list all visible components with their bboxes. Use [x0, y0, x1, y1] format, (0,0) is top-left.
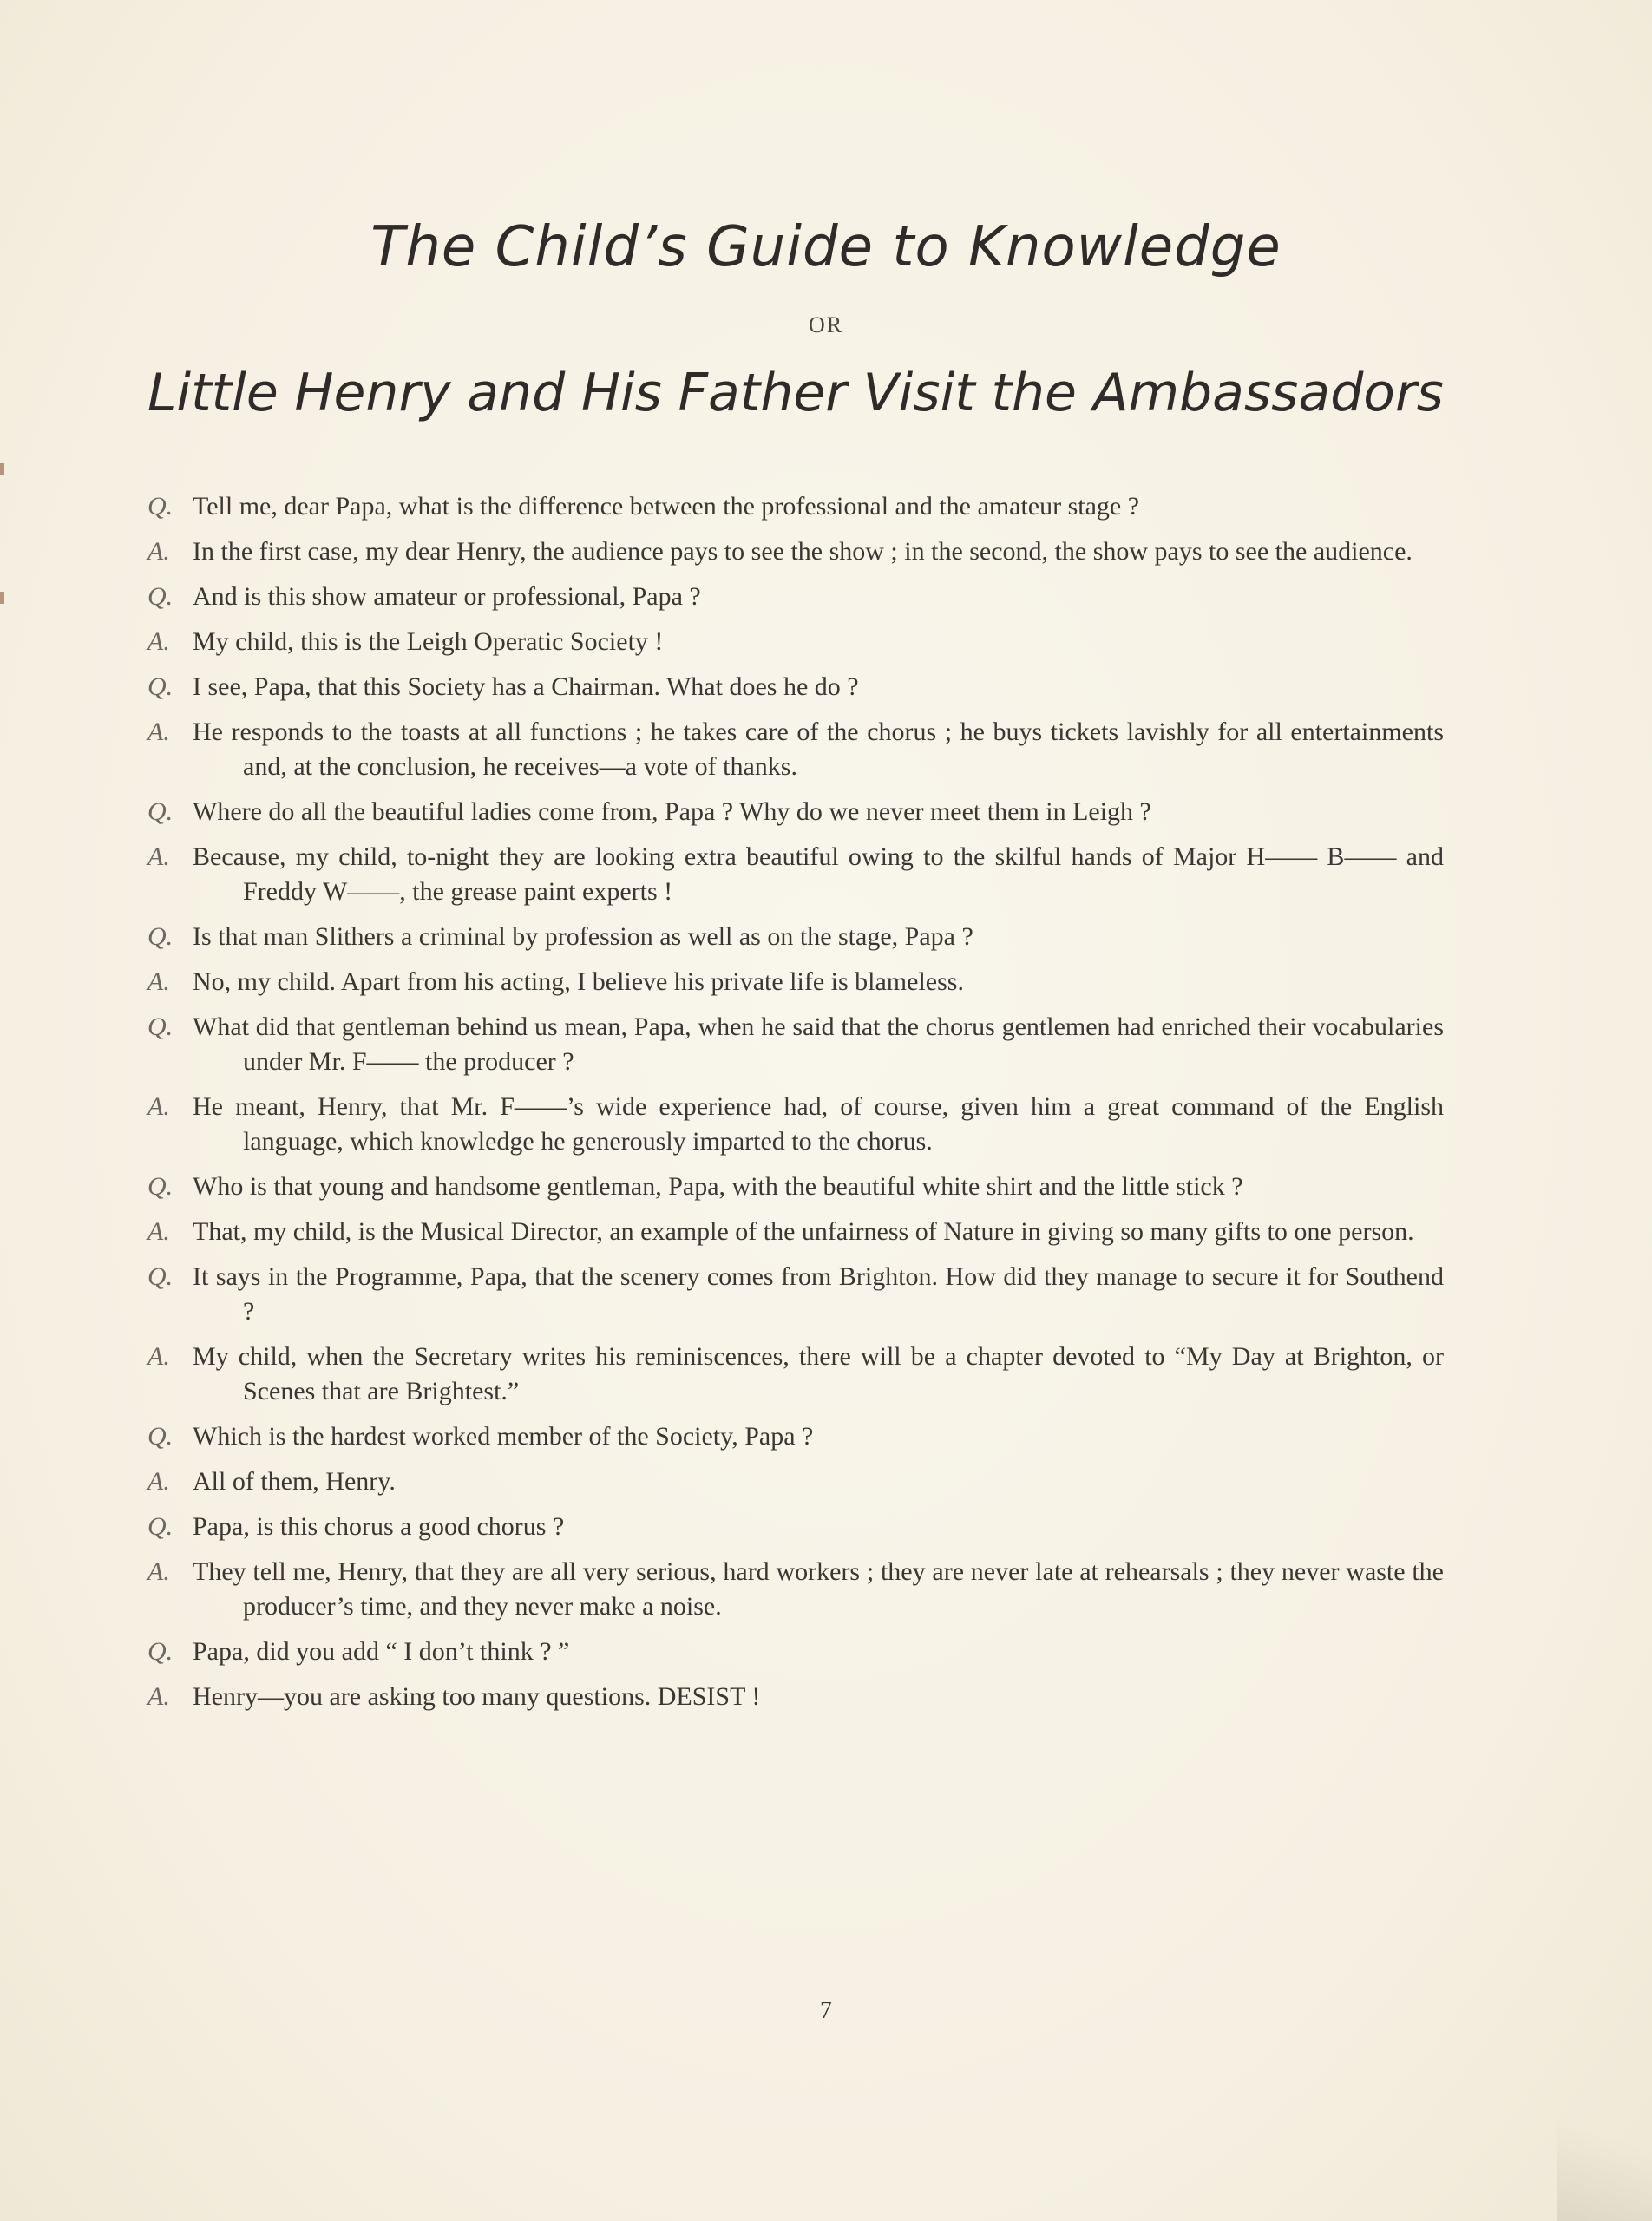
subtitle-word: Father	[678, 363, 847, 423]
qa-answer	[148, 715, 1444, 784]
answer-marker: A.	[148, 627, 170, 656]
question-marker: Q.	[148, 1637, 174, 1666]
question-text: Papa, is this chorus a good chorus ?	[193, 1512, 565, 1541]
answer-text: Because, my child, to-night they are looking extra beautiful owing to the skilful hands of Major H—— B—— and Freddy W——, the grease paint experts !	[193, 842, 1444, 906]
qa-answer	[148, 965, 1444, 999]
qa-question	[148, 670, 1444, 704]
qa-question	[148, 1510, 1444, 1544]
question-text: I see, Papa, that this Society has a Chairman. What does he do ?	[193, 672, 859, 701]
answer-text: In the first case, my dear Henry, the audience pays to see the show ; in the second, the show pays to see the audience.	[193, 537, 1413, 566]
subtitle-word: the	[991, 363, 1077, 423]
qa-list	[148, 489, 1444, 1725]
subtitle-word: Visit	[862, 363, 975, 423]
question-marker: Q.	[148, 797, 174, 826]
qa-question	[148, 1010, 1444, 1079]
answer-text: Henry—you are asking too many questions. DESIST !	[193, 1682, 761, 1711]
question-text: It says in the Programme, Papa, that the scenery comes from Brighton. How did they manage to secure it for Southend ?	[193, 1262, 1444, 1326]
qa-question	[148, 580, 1444, 614]
qa-question	[148, 1169, 1444, 1204]
answer-text: They tell me, Henry, that they are all very serious, hard workers ; they are never late at rehearsals ; they never waste the producer’s time, and they never make a noise.	[193, 1557, 1444, 1621]
subtitle-word: Little	[148, 363, 279, 423]
answer-marker: A.	[148, 1557, 170, 1586]
qa-question	[148, 920, 1444, 954]
question-text: Tell me, dear Papa, what is the difference between the professional and the amateur stage ?	[193, 492, 1140, 521]
document-subtitle	[148, 363, 1444, 423]
answer-text: My child, this is the Leigh Operatic Society !	[193, 627, 664, 656]
answer-marker: A.	[148, 537, 170, 566]
question-text: Is that man Slithers a criminal by profession as well as on the stage, Papa ?	[193, 922, 974, 951]
question-marker: Q.	[148, 672, 174, 701]
question-text: And is this show amateur or professional, Papa ?	[193, 582, 701, 611]
qa-question	[148, 795, 1444, 829]
answer-marker: A.	[148, 1217, 170, 1246]
qa-question	[148, 1260, 1444, 1329]
answer-marker: A.	[148, 1092, 170, 1121]
subtitle-word: His	[580, 363, 662, 423]
answer-marker: A.	[148, 1467, 170, 1496]
qa-answer	[148, 840, 1444, 909]
qa-answer	[148, 1680, 1444, 1714]
answer-marker: A.	[148, 967, 170, 996]
document-title: The Child’s Guide to Knowledge	[370, 215, 1282, 279]
question-text: What did that gentleman behind us mean, Papa, when he said that the chorus gentlemen had enriched their vocabularies under Mr. F—— the producer ?	[193, 1012, 1444, 1076]
question-marker: Q.	[148, 1422, 174, 1451]
qa-question	[148, 1419, 1444, 1454]
answer-marker: A.	[148, 717, 170, 746]
qa-answer	[148, 1464, 1444, 1499]
answer-text: My child, when the Secretary writes his reminiscences, there will be a chapter devoted to “My Day at Brighton, or Scenes that are Brightest.”	[193, 1342, 1444, 1405]
edge-mark	[0, 592, 4, 604]
subtitle-word: and	[467, 363, 566, 423]
question-marker: Q.	[148, 1262, 174, 1291]
question-marker: Q.	[148, 1012, 174, 1041]
question-marker: Q.	[148, 1172, 174, 1201]
answer-marker: A.	[148, 1682, 170, 1711]
qa-answer	[148, 625, 1444, 659]
question-text: Papa, did you add “ I don’t think ? ”	[193, 1637, 570, 1666]
qa-question	[148, 1635, 1444, 1669]
answer-marker: A.	[148, 842, 170, 871]
qa-answer	[148, 1555, 1444, 1624]
question-marker: Q.	[148, 1512, 174, 1541]
question-text: Who is that young and handsome gentleman, Papa, with the beautiful white shirt and the little stick ?	[193, 1172, 1243, 1201]
question-marker: Q.	[148, 922, 174, 951]
title-separator: OR	[808, 312, 844, 337]
question-marker: Q.	[148, 492, 174, 521]
question-text: Which is the hardest worked member of the Society, Papa ?	[193, 1422, 814, 1451]
page-number: 7	[820, 1997, 832, 2024]
question-marker: Q.	[148, 582, 174, 611]
qa-answer	[148, 1090, 1444, 1159]
answer-marker: A.	[148, 1342, 170, 1371]
answer-text: All of them, Henry.	[193, 1467, 396, 1496]
question-text: Where do all the beautiful ladies come from, Papa ? Why do we never meet them in Leigh ?	[193, 797, 1151, 826]
answer-text: That, my child, is the Musical Director, an example of the unfairness of Nature in giving so many gifts to one person.	[193, 1217, 1414, 1246]
answer-text: He responds to the toasts at all functions ; he takes care of the chorus ; he buys tickets lavishly for all entertainments and, at the conclusion, he receives—a vote of thanks.	[193, 717, 1444, 781]
page-corner-fold	[1557, 1995, 1652, 2221]
qa-question	[148, 489, 1444, 524]
qa-answer	[148, 534, 1444, 569]
qa-answer	[148, 1340, 1444, 1409]
answer-text: He meant, Henry, that Mr. F——’s wide experience had, of course, given him a great command of the English language, which knowledge he generously imparted to the chorus.	[193, 1092, 1444, 1156]
subtitle-word: Henry	[294, 363, 451, 423]
qa-answer	[148, 1215, 1444, 1249]
subtitle-word: Ambassadors	[1092, 363, 1444, 423]
edge-mark	[0, 463, 4, 475]
answer-text: No, my child. Apart from his acting, I believe his private life is blameless.	[193, 967, 964, 996]
